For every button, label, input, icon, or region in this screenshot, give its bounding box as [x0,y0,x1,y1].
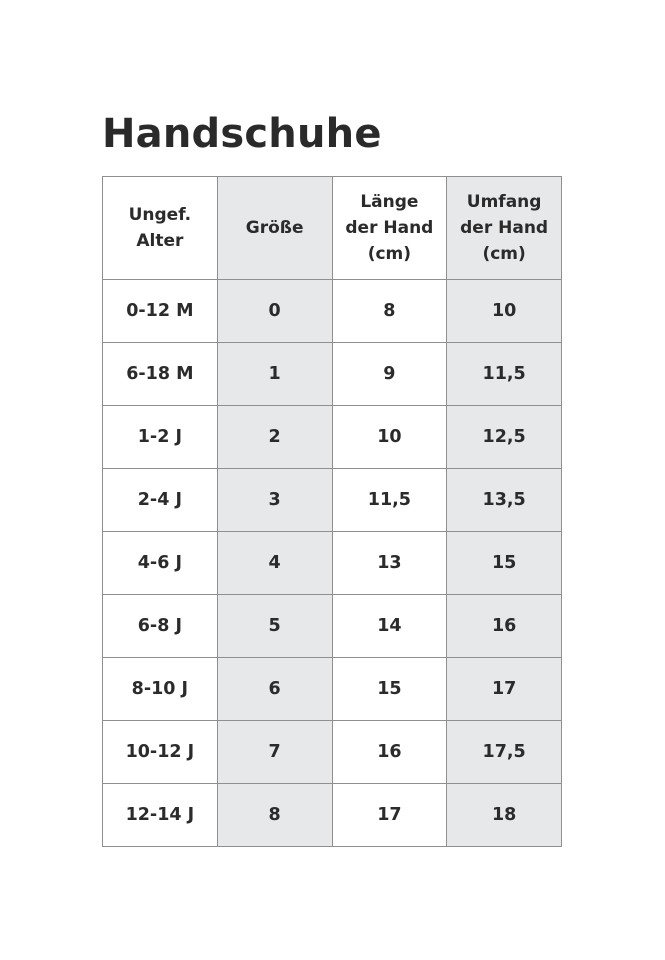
cell-circumference: 13,5 [447,469,562,532]
header-circumference-line3: (cm) [482,244,526,264]
cell-size: 6 [217,658,332,721]
size-table [102,176,562,847]
table-row [103,406,562,469]
header-age-line2: Alter [136,231,184,251]
cell-size: 4 [217,532,332,595]
cell-length: 17 [332,784,447,847]
cell-size: 1 [217,343,332,406]
table-row [103,595,562,658]
header-circumference-line1: Umfang [466,192,542,212]
cell-size: 7 [217,721,332,784]
cell-circumference: 18 [447,784,562,847]
table-row [103,532,562,595]
table-row [103,721,562,784]
cell-circumference: 11,5 [447,343,562,406]
cell-circumference: 10 [447,280,562,343]
cell-length: 10 [332,406,447,469]
cell-age: 10-12 J [103,721,218,784]
cell-age: 2-4 J [103,469,218,532]
header-age [103,177,218,280]
cell-age: 1-2 J [103,406,218,469]
header-size-line1: Größe [245,218,304,238]
header-circumference-line2: der Hand [460,218,549,238]
cell-circumference: 17,5 [447,721,562,784]
header-length [332,177,447,280]
cell-age: 6-8 J [103,595,218,658]
cell-size: 8 [217,784,332,847]
cell-circumference: 17 [447,658,562,721]
cell-age: 8-10 J [103,658,218,721]
header-length-line3: (cm) [367,244,412,264]
table-row [103,280,562,343]
cell-age: 4-6 J [103,532,218,595]
cell-length: 8 [332,280,447,343]
header-size [217,177,332,280]
cell-circumference: 15 [447,532,562,595]
page-title: Handschuhe [102,111,382,157]
table-row [103,784,562,847]
cell-circumference: 12,5 [447,406,562,469]
cell-length: 11,5 [332,469,447,532]
cell-age: 0-12 M [103,280,218,343]
cell-length: 15 [332,658,447,721]
cell-size: 2 [217,406,332,469]
table-row [103,658,562,721]
cell-size: 3 [217,469,332,532]
cell-size: 5 [217,595,332,658]
cell-length: 16 [332,721,447,784]
header-length-line1: Länge [360,192,419,212]
cell-length: 13 [332,532,447,595]
cell-age: 6-18 M [103,343,218,406]
header-circumference [447,177,562,280]
cell-circumference: 16 [447,595,562,658]
cell-length: 9 [332,343,447,406]
header-length-line2: der Hand [345,218,434,238]
table-header-row [103,177,562,280]
header-age-line1: Ungef. [128,205,192,225]
table-row [103,343,562,406]
cell-size: 0 [217,280,332,343]
cell-age: 12-14 J [103,784,218,847]
cell-length: 14 [332,595,447,658]
table-row [103,469,562,532]
